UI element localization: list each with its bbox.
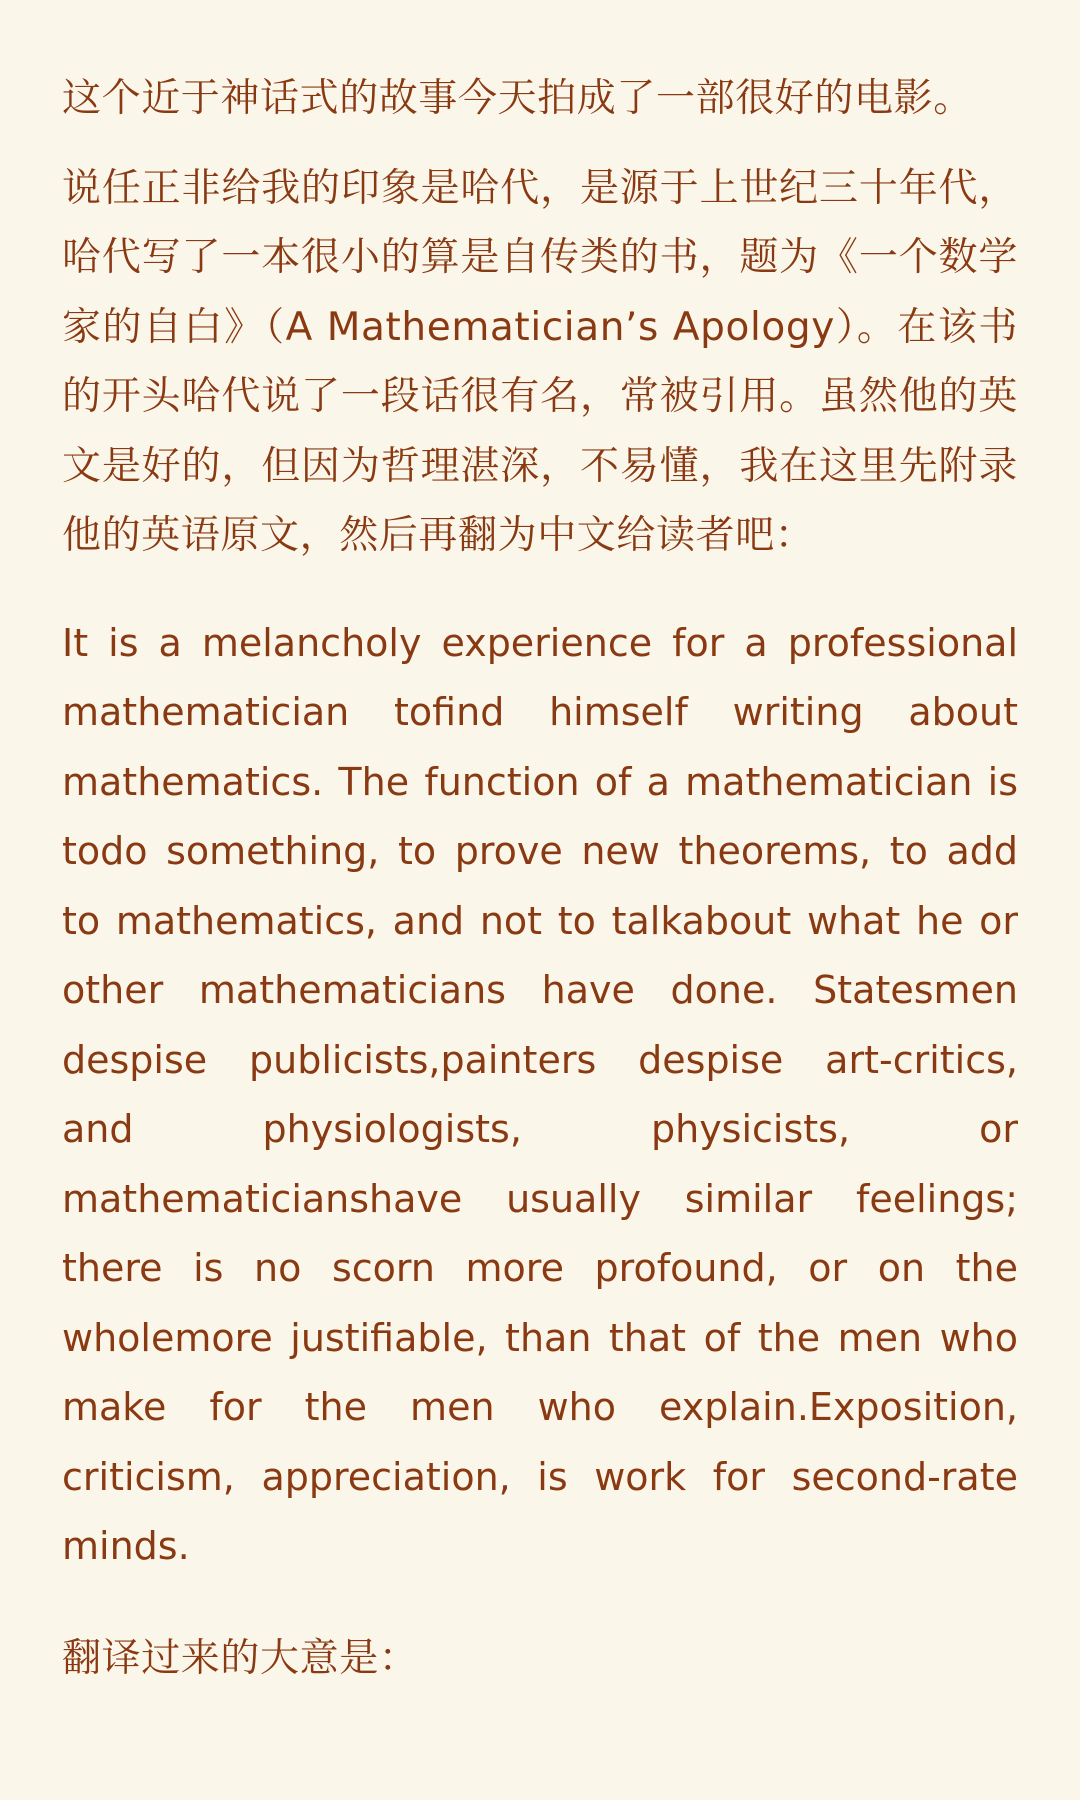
paragraph-translation-heading: 翻译过来的大意是： bbox=[62, 1635, 419, 1681]
paragraph-english-quote: It is a melancholy experience for a professional mathematician tofind himself writing about mathematics. The function of a mathematician is todo something, to prove new theorems, to add to mathematics, and not to talkabout what he or other mathematicians have done. Statesmen despise publicists,painters despise art-critics, and physiologists, physicists, or mathematicianshave usually similar feelings; there is no scorn more profound, or on the wholemore justifiable, than that of the men who make for the men who explain.Exposition, criticism, appreciation, is work for second-rate minds. bbox=[62, 620, 1018, 1568]
paragraph-movie-note: 这个近于神话式的故事今天拍成了一部很好的电影。 bbox=[62, 76, 973, 121]
paragraph-hardy-introduction: 说任正非给我的印象是哈代，是源于上世纪三十年代，哈代写了一本很小的算是自传类的书，题为《一个数学家的自白》（A Mathematician’s Apology）。在该书的开头哈代说了一段话很有名，常被引用。虽然他的英文是好的，但因为哲理湛深，不易懂，我在这里先附录他的英语原文，然后再翻为中文给读者吧： bbox=[62, 165, 1018, 558]
